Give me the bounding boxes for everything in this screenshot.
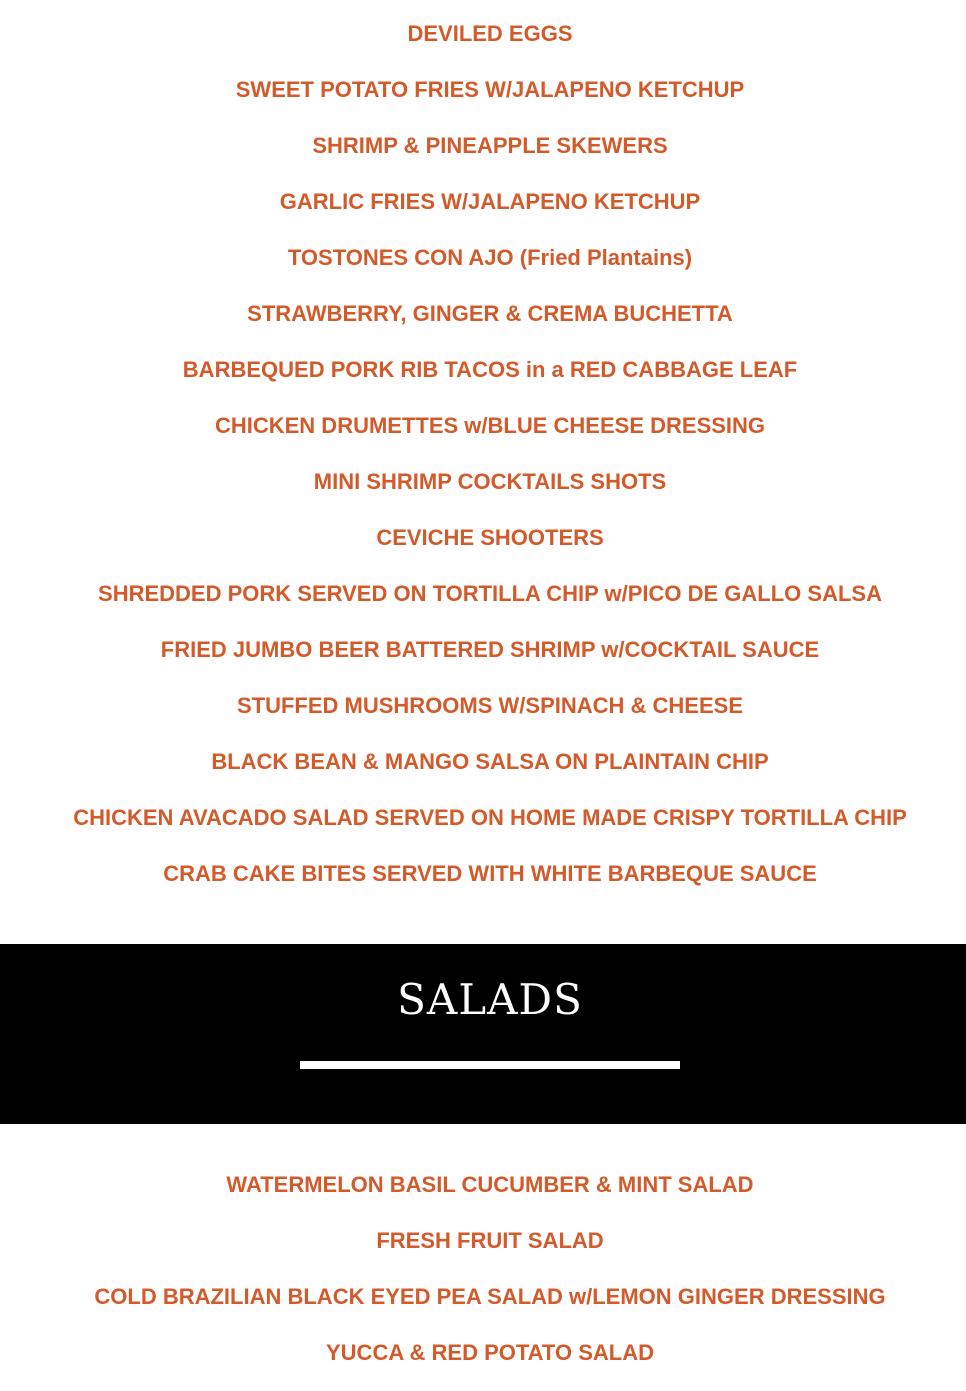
menu-item: CRAB CAKE BITES SERVED WITH WHITE BARBEQUE SAUCE [163, 861, 817, 886]
menu-item: CHICKEN DRUMETTES w/BLUE CHEESE DRESSING [214, 413, 766, 438]
menu-item: COLD BRAZILIAN BLACK EYED PEA SALAD w/LEMON GINGER DRESSING [94, 1284, 886, 1309]
section-divider [300, 1061, 680, 1069]
menu-item: BARBEQUED PORK RIB TACOS in a RED CABBAGE LEAF [182, 357, 798, 382]
menu-item: STRAWBERRY, GINGER & CREMA BUCHETTA [247, 301, 733, 326]
menu-item: WATERMELON BASIL CUCUMBER & MINT SALAD [226, 1172, 754, 1197]
menu-item: SHREDDED PORK SERVED ON TORTILLA CHIP w/PICO DE GALLO SALSA [98, 581, 882, 606]
menu-item: STUFFED MUSHROOMS W/SPINACH & CHEESE [236, 693, 744, 718]
menu-item: CEVICHE SHOOTERS [376, 525, 604, 550]
menu-item: BLACK BEAN & MANGO SALSA ON PLAINTAIN CHIP [211, 749, 769, 774]
menu-item: SWEET POTATO FRIES W/JALAPENO KETCHUP [235, 77, 745, 102]
menu-item: CHICKEN AVACADO SALAD SERVED ON HOME MADE CRISPY TORTILLA CHIP [73, 805, 907, 830]
menu-item: YUCCA & RED POTATO SALAD [326, 1340, 654, 1365]
salads-section-banner [0, 944, 966, 1124]
menu-item: DEVILED EGGS [407, 21, 573, 46]
menu-item: FRIED JUMBO BEER BATTERED SHRIMP w/COCKTAIL SAUCE [160, 637, 820, 662]
menu-item: FRESH FRUIT SALAD [376, 1228, 604, 1253]
menu-item: GARLIC FRIES W/JALAPENO KETCHUP [279, 189, 701, 214]
salads-section-title: SALADS [397, 975, 583, 1024]
menu-item: TOSTONES CON AJO (Fried Plantains) [287, 245, 693, 270]
menu-item: SHRIMP & PINEAPPLE SKEWERS [312, 133, 668, 158]
menu-item: MINI SHRIMP COCKTAILS SHOTS [313, 469, 667, 494]
